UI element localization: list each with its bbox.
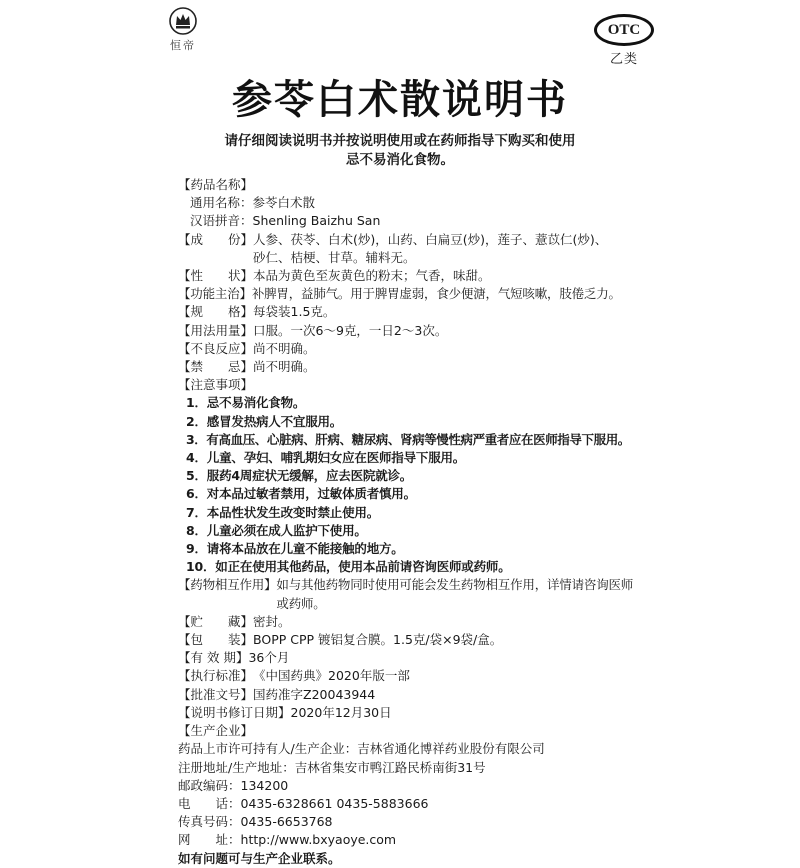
dosage-label: 【用法用量】 — [178, 322, 254, 338]
precaution-item: 9．请将本品放在儿童不能接触的地方。 — [186, 541, 404, 557]
revision-label: 【说明书修订日期】 — [178, 704, 291, 720]
otc-badge: OTC — [594, 14, 654, 46]
ingredients-line-1: 人参、茯苓、白术(炒)，山药、白扁豆(炒)，莲子、薏苡仁(炒)、 — [253, 231, 608, 247]
pinyin-value: Shenling Baizhu San — [252, 213, 381, 229]
common-name-label: 通用名称： — [190, 195, 253, 211]
storage-row — [178, 613, 678, 631]
brand-logo — [162, 6, 204, 53]
drug-name-header: 【药品名称】 — [178, 177, 254, 192]
precaution-item: 1．忌不易消化食物。 — [186, 395, 306, 411]
address-label: 注册地址/生产地址： — [178, 759, 295, 775]
common-name-value: 参苓白术散 — [252, 195, 316, 211]
validity-value: 36个月 — [248, 650, 290, 666]
interactions-line-1: 如与其他药物同时使用可能会发生药物相互作用，详情请咨询医师 — [276, 577, 634, 593]
revision-row — [178, 704, 678, 722]
postcode-row — [178, 777, 678, 795]
holder-label: 药品上市许可持有人/生产企业： — [178, 741, 358, 757]
indications-row — [178, 285, 678, 303]
storage-label: 【贮 藏】 — [178, 613, 254, 629]
character-value: 本品为黄色至灰黄色的粉末；气香，味甜。 — [253, 268, 491, 284]
approval-label: 【批准文号】 — [178, 686, 254, 702]
pinyin-label: 汉语拼音： — [190, 213, 253, 229]
fax-label: 传真号码： — [178, 814, 241, 830]
fax-row — [178, 813, 678, 831]
postcode-label: 邮政编码： — [178, 777, 241, 793]
holder-value: 吉林省通化博祥药业股份有限公司 — [357, 741, 545, 757]
address-row — [178, 759, 678, 777]
dosage-row — [178, 322, 678, 340]
document-title: 参苓白术散说明书 — [232, 77, 568, 123]
precautions-header: 【注意事项】 — [178, 377, 254, 393]
specification-row — [178, 303, 678, 321]
package-row — [178, 631, 678, 649]
indications-value: 补脾胃，益肺气。用于脾胃虚弱，食少便溏，气短咳嗽，肢倦乏力。 — [251, 286, 621, 302]
website-value: http://www.bxyaoye.com — [240, 832, 397, 848]
adverse-value: 尚不明确。 — [253, 340, 316, 356]
adverse-row — [178, 340, 678, 358]
crown-emblem-icon — [168, 6, 198, 36]
phone-label: 电 话： — [178, 795, 241, 811]
ingredients-row — [178, 231, 678, 267]
pinyin-row — [178, 212, 678, 230]
approval-value: 国药准字Z20043944 — [253, 686, 376, 702]
intro-notice — [0, 132, 800, 170]
standard-row — [178, 667, 678, 685]
contraindications-row — [178, 358, 678, 376]
holder-row — [178, 740, 678, 758]
footer-contact-note: 如有问题可与生产企业联系。 — [178, 850, 341, 866]
brand-name: 恒帝 — [170, 39, 196, 52]
contraindications-label: 【禁 忌】 — [178, 359, 254, 375]
precaution-item: 5．服药4周症状无缓解，应去医院就诊。 — [186, 468, 413, 484]
precaution-item: 3．有高血压、心脏病、肝病、糖尿病、肾病等慢性病严重者应在医师指导下服用。 — [186, 431, 630, 447]
validity-row — [178, 649, 678, 667]
address-value: 吉林省集安市鸭江路民桥南街31号 — [294, 759, 486, 775]
approval-row — [178, 686, 678, 704]
otc-mark — [594, 14, 654, 67]
package-value: BOPP CPP 镀铝复合膜。1.5克/袋×9袋/盒。 — [253, 632, 503, 648]
specification-value: 每袋装1.5克。 — [253, 304, 336, 320]
character-row — [178, 267, 678, 285]
specification-label: 【规 格】 — [178, 304, 254, 320]
manufacturer-header: 【生产企业】 — [178, 723, 254, 739]
standard-value: 《中国药典》2020年版一部 — [253, 668, 410, 684]
package-label: 【包 装】 — [178, 632, 254, 648]
interactions-value — [276, 576, 633, 612]
precaution-item: 2．感冒发热病人不宜服用。 — [186, 413, 343, 429]
phone-row — [178, 795, 678, 813]
ingredients-value — [253, 231, 607, 267]
website-row — [178, 831, 678, 849]
website-label: 网 址： — [178, 832, 241, 848]
dosage-value: 口服。一次6～9克，一日2～3次。 — [253, 322, 448, 338]
precaution-item: 7．本品性状发生改变时禁止使用。 — [186, 504, 379, 520]
precaution-item: 10．如正在使用其他药品，使用本品前请咨询医师或药师。 — [186, 559, 511, 575]
character-label: 【性 状】 — [178, 268, 254, 284]
ingredients-label: 【成 份】 — [178, 231, 254, 247]
common-name-row — [178, 194, 678, 212]
precaution-item: 8．儿童必须在成人监护下使用。 — [186, 522, 367, 538]
interactions-label: 【药物相互作用】 — [178, 577, 277, 593]
indications-label: 【功能主治】 — [178, 286, 252, 302]
validity-label: 【有 效 期】 — [178, 650, 249, 666]
otc-class-label: 乙类 — [609, 52, 638, 67]
ingredients-line-2: 砂仁、桔梗、甘草。辅料无。 — [253, 249, 416, 265]
postcode-value: 134200 — [240, 777, 289, 793]
intro-line-2: 忌不易消化食物。 — [346, 152, 454, 168]
leaflet-body — [178, 176, 678, 868]
precaution-item: 6．对本品过敏者禁用，过敏体质者慎用。 — [186, 486, 416, 502]
phone-value: 0435-6328661 0435-5883666 — [240, 795, 429, 811]
interactions-line-2: 或药师。 — [276, 595, 326, 611]
standard-label: 【执行标准】 — [178, 668, 254, 684]
precaution-item: 4．儿童、孕妇、哺乳期妇女应在医师指导下服用。 — [186, 450, 466, 466]
revision-value: 2020年12月30日 — [290, 704, 392, 720]
storage-value: 密封。 — [253, 613, 291, 629]
adverse-label: 【不良反应】 — [178, 340, 254, 356]
interactions-row — [178, 576, 678, 612]
contraindications-value: 尚不明确。 — [253, 359, 316, 375]
fax-value: 0435-6653768 — [240, 814, 333, 830]
intro-line-1: 请仔细阅读说明书并按说明使用或在药师指导下购买和使用 — [224, 133, 576, 149]
